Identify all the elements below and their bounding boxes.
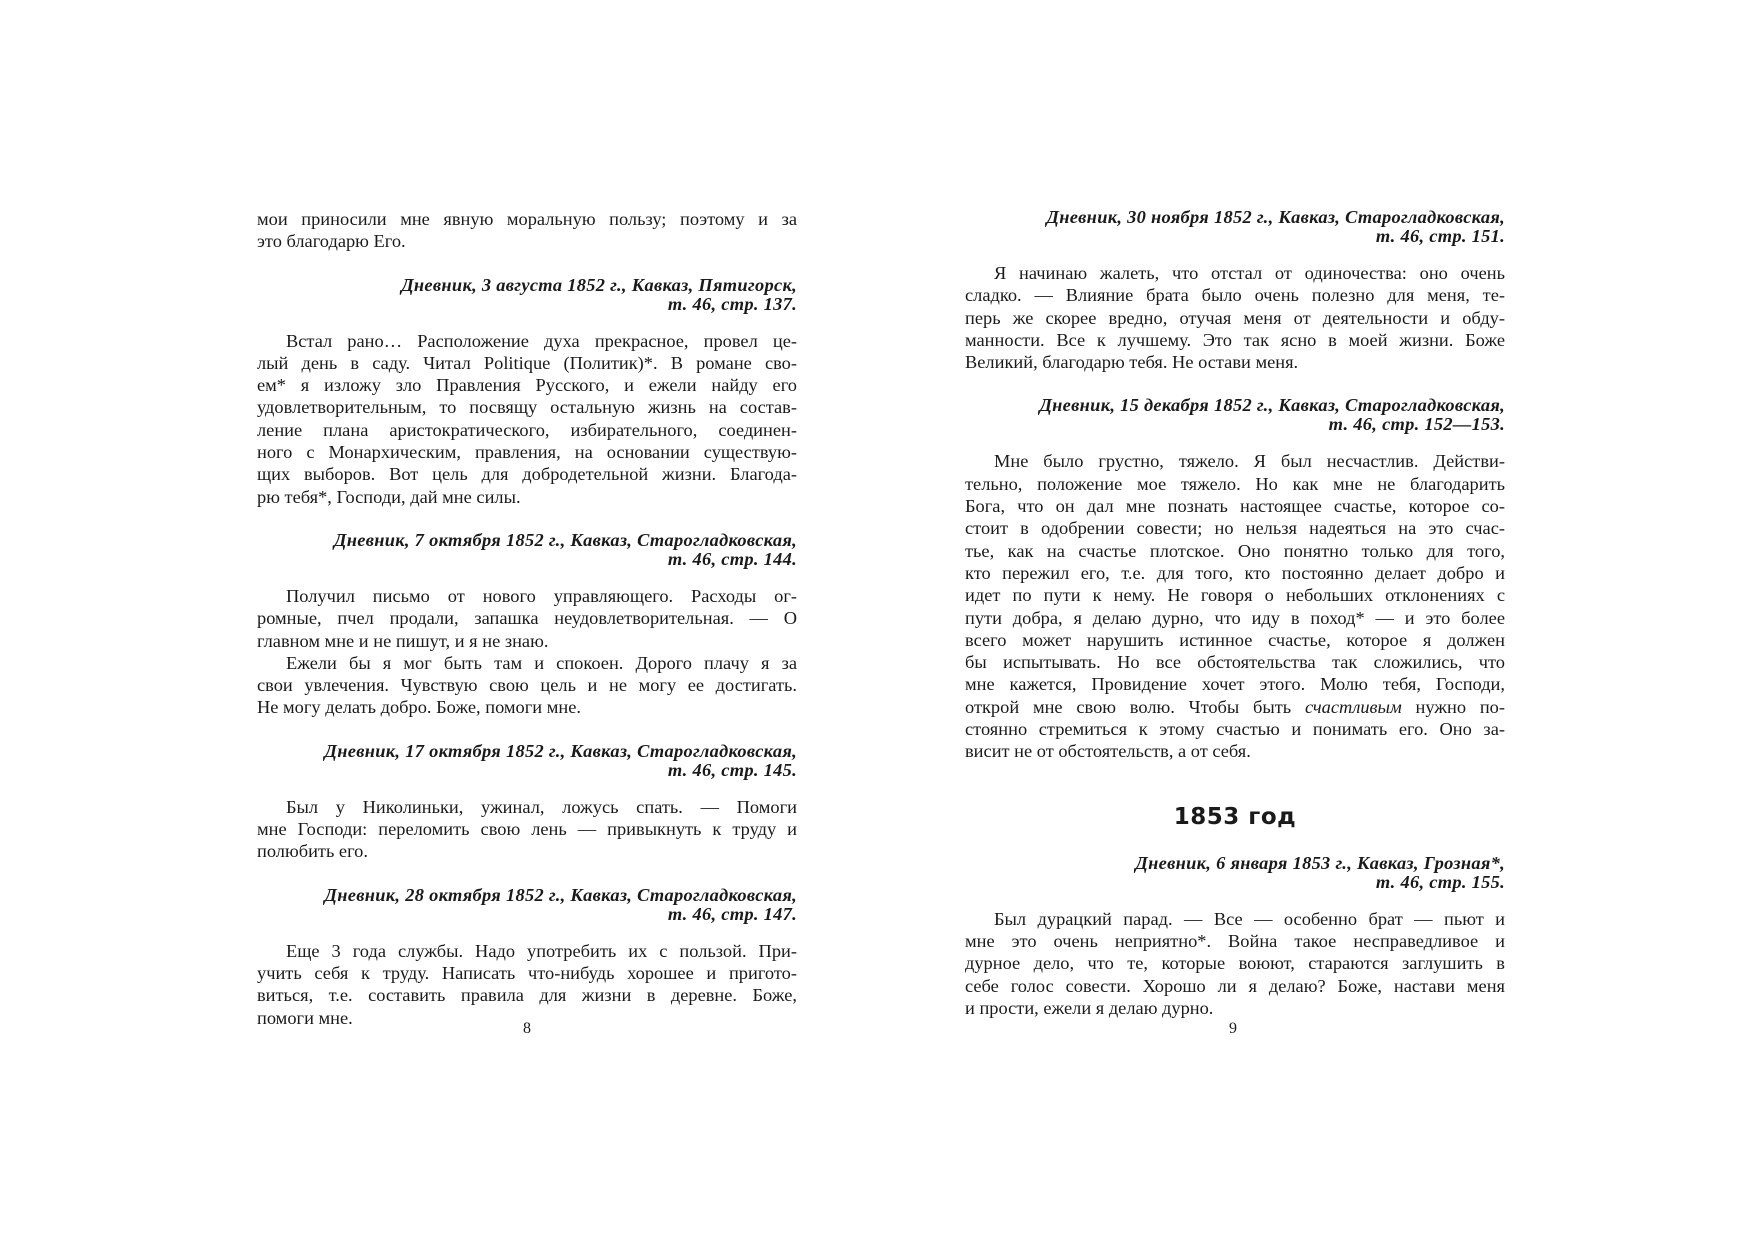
diary-source-heading: Дневник, 6 января 1853 г., Кавказ, Грозная*, т. 46, стр. 155. <box>1135 852 1505 892</box>
body-line: Не могу делать добро. Боже, помоги мне. <box>257 697 581 718</box>
body-line: и прости, ежели я делаю дурно. <box>965 997 1214 1018</box>
body-line: идет по пути к нему. Не говоря о небольших отклонениях с <box>965 585 1505 606</box>
body-line: тье, как на счастье плотское. Оно понятно только для того, <box>965 540 1505 561</box>
page-number: 9 <box>1229 1020 1237 1037</box>
body-line: мне это очень неприятно*. Война такое несправедливое и <box>965 930 1505 951</box>
body-line: учить себя к труду. Написать что-нибудь хорошее и пригото- <box>257 962 797 983</box>
body-line: стоянно стремиться к этому счастью и понимать его. Оно за- <box>965 719 1505 740</box>
diary-source-heading: Дневник, 28 октября 1852 г., Кавказ, Старогладковская, т. 46, стр. 147. <box>324 884 797 924</box>
body-line: Получил письмо от нового управляющего. Расходы ог- <box>286 585 797 606</box>
right-page <box>965 208 1505 1019</box>
body-line: открой мне свою волю. Чтобы быть счастливым нужно по- <box>965 696 1505 717</box>
body-line: ление плана аристократического, избирательного, соединен- <box>257 419 797 440</box>
body-line: Встал рано… Расположение духа прекрасное, провел це- <box>286 330 797 351</box>
italic-word: счастливым <box>1304 696 1402 717</box>
body-line: Был у Николиньки, ужинал, ложусь спать. — Помоги <box>286 796 797 817</box>
body-line: Мне было грустно, тяжело. Я был несчастлив. Действи- <box>994 451 1505 472</box>
body-line: тельно, положение мое тяжело. Но как мне не благодарить <box>965 473 1505 494</box>
body-line: Ежели бы я мог быть там и спокоен. Дорого плачу я за <box>286 652 797 673</box>
body-line: виться, т.е. составить правила для жизни в деревне. Боже, <box>257 985 797 1006</box>
diary-source-heading: Дневник, 30 ноября 1852 г., Кавказ, Старогладковская, т. 46, стр. 151. <box>1046 207 1505 246</box>
body-line: это благодарю Его. <box>257 231 406 252</box>
body-line: стоит в одобрении совести; но нельзя надеяться на это счас- <box>965 518 1505 539</box>
body-line: удовлетворительным, то посвящу остальную жизнь на состав- <box>257 397 797 418</box>
diary-source-heading: Дневник, 17 октября 1852 г., Кавказ, Старогладковская, т. 46, стр. 145. <box>324 740 797 780</box>
body-line: Был дурацкий парад. — Все — особенно брат — пьют и <box>994 908 1505 929</box>
body-line: лый день в саду. Читал Politique (Политик)*. В романе сво- <box>257 352 797 373</box>
year-heading: 1853 год <box>1173 803 1297 830</box>
body-line: висит не от обстоятельств, а от себя. <box>965 741 1251 762</box>
body-line: главном мне и не пишут, и я не знаю. <box>257 630 549 651</box>
body-line: бы испытывать. Но все обстоятельства так сложились, что <box>965 652 1505 673</box>
body-line: Еще 3 года службы. Надо употребить их с пользой. При- <box>286 940 797 961</box>
body-line: ного с Монархическим, правления, на основании существую- <box>257 442 797 463</box>
body-line: ромные, пчел продали, запашка неудовлетворительная. — О <box>257 608 797 629</box>
diary-source-heading: Дневник, 15 декабря 1852 г., Кавказ, Старогладковская, т. 46, стр. 152—153. <box>1039 395 1505 435</box>
body-line: рю тебя*, Господи, дай мне силы. <box>257 486 521 507</box>
diary-source-heading: Дневник, 3 августа 1852 г., Кавказ, Пятигорск, т. 46, стр. 137. <box>401 274 797 314</box>
body-line: помоги мне. <box>257 1007 353 1028</box>
body-line: кто пережил его, т.е. для того, кто постоянно делает добро и <box>965 562 1505 583</box>
body-line: дурное дело, что те, которые воюют, стараются заглушить в <box>965 953 1505 974</box>
body-line: мои приносили мне явную моральную пользу; поэтому и за <box>257 209 797 229</box>
body-line: свои увлечения. Чувствую свою цель и не могу ее достигать. <box>257 675 797 696</box>
body-line: ем* я изложу зло Правления Русского, и ежели найду его <box>257 375 797 396</box>
body-line: перь же скорее вредно, отучая меня от деятельности и обду- <box>965 307 1505 328</box>
body-line: мне кажется, Провидение хочет этого. Молю тебя, Господи, <box>965 674 1505 695</box>
body-line: Бога, что он дал мне познать настоящее счастье, которое со- <box>965 496 1505 517</box>
page-number: 8 <box>523 1020 531 1037</box>
diary-source-heading: Дневник, 7 октября 1852 г., Кавказ, Старогладковская, т. 46, стр. 144. <box>333 529 797 569</box>
body-line: пути добра, я делаю дурно, что иду в поход* — и это более <box>965 607 1505 628</box>
body-line: Великий, благодарю тебя. Не остави меня. <box>965 352 1299 373</box>
body-line: всего может нарушить истинное счастье, которое я должен <box>965 629 1505 650</box>
left-page <box>257 208 797 1029</box>
body-line: манности. Все к лучшему. Это так ясно в моей жизни. Боже <box>965 329 1505 350</box>
body-line: мне Господи: переломить свою лень — привыкнуть к труду и <box>257 819 797 840</box>
body-line: полюбить его. <box>257 841 368 862</box>
body-line: сладко. — Влияние брата было очень полезно для меня, те- <box>965 285 1505 306</box>
body-line: Я начинаю жалеть, что отстал от одиночества: оно очень <box>994 263 1505 283</box>
body-line: щих выборов. Вот цель для добродетельной жизни. Благода- <box>257 464 797 485</box>
body-line: себе голос совести. Хорошо ли я делаю? Боже, настави меня <box>965 975 1505 996</box>
